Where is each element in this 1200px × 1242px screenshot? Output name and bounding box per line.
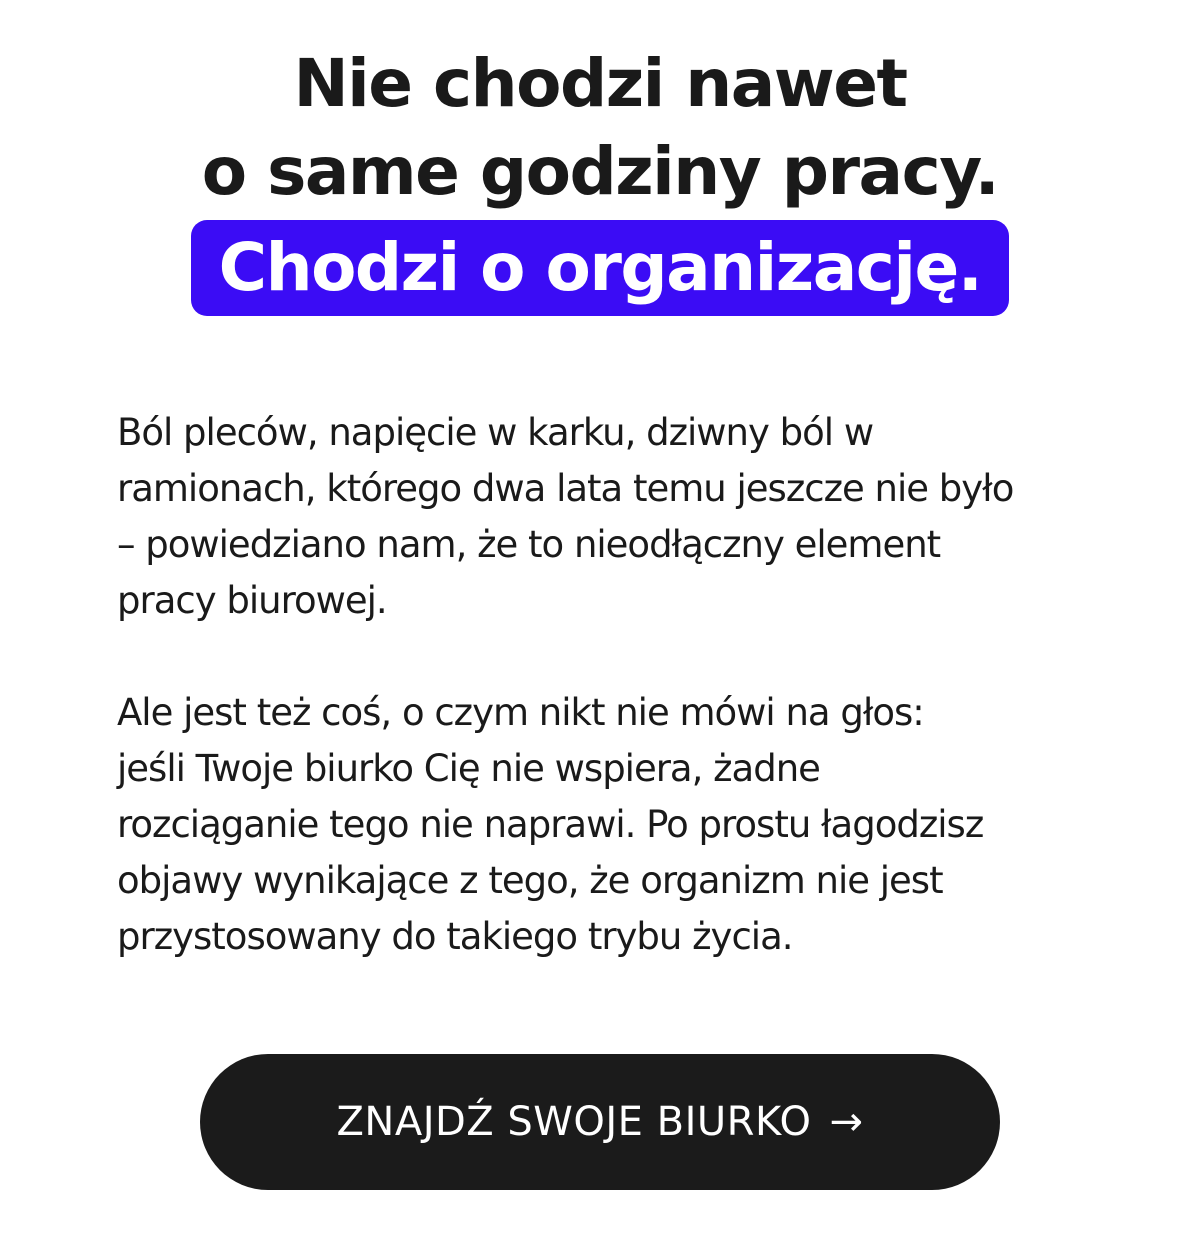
headline-highlight: Chodzi o organizację.: [191, 220, 1010, 316]
body-paragraph-1-line: Ból pleców, napięcie w karku, dziwny ból w: [117, 411, 874, 454]
find-your-desk-button[interactable]: [200, 1054, 1000, 1190]
body-paragraph-2: [117, 685, 1117, 965]
headline: [0, 40, 1200, 320]
body-paragraph-1-line: – powiedziano nam, że to nieodłączny element: [117, 523, 941, 566]
body-paragraph-1: [117, 405, 1117, 629]
headline-line-2: o same godziny pracy.: [201, 133, 999, 210]
body-paragraph-2-line: Ale jest też coś, o czym nikt nie mówi na głos:: [117, 691, 924, 734]
body-copy: [117, 405, 1117, 965]
body-paragraph-1-line: pracy biurowej.: [117, 579, 387, 622]
headline-line-1: Nie chodzi nawet: [293, 45, 907, 122]
body-paragraph-2-line: jeśli Twoje biurko Cię nie wspiera, żadne: [117, 747, 820, 790]
body-paragraph-2-line: przystosowany do takiego trybu życia.: [117, 915, 793, 958]
body-paragraph-2-line: objawy wynikające z tego, że organizm nie jest: [117, 859, 943, 902]
arrow-right-icon: →: [829, 1099, 864, 1145]
body-paragraph-2-line: rozciąganie tego nie naprawi. Po prostu łagodzisz: [117, 803, 984, 846]
body-paragraph-1-line: ramionach, którego dwa lata temu jeszcze nie było: [117, 467, 1014, 510]
cta-label: ZNAJDŹ SWOJE BIURKO: [336, 1099, 812, 1145]
headline-highlight-wrap: [0, 220, 1200, 320]
